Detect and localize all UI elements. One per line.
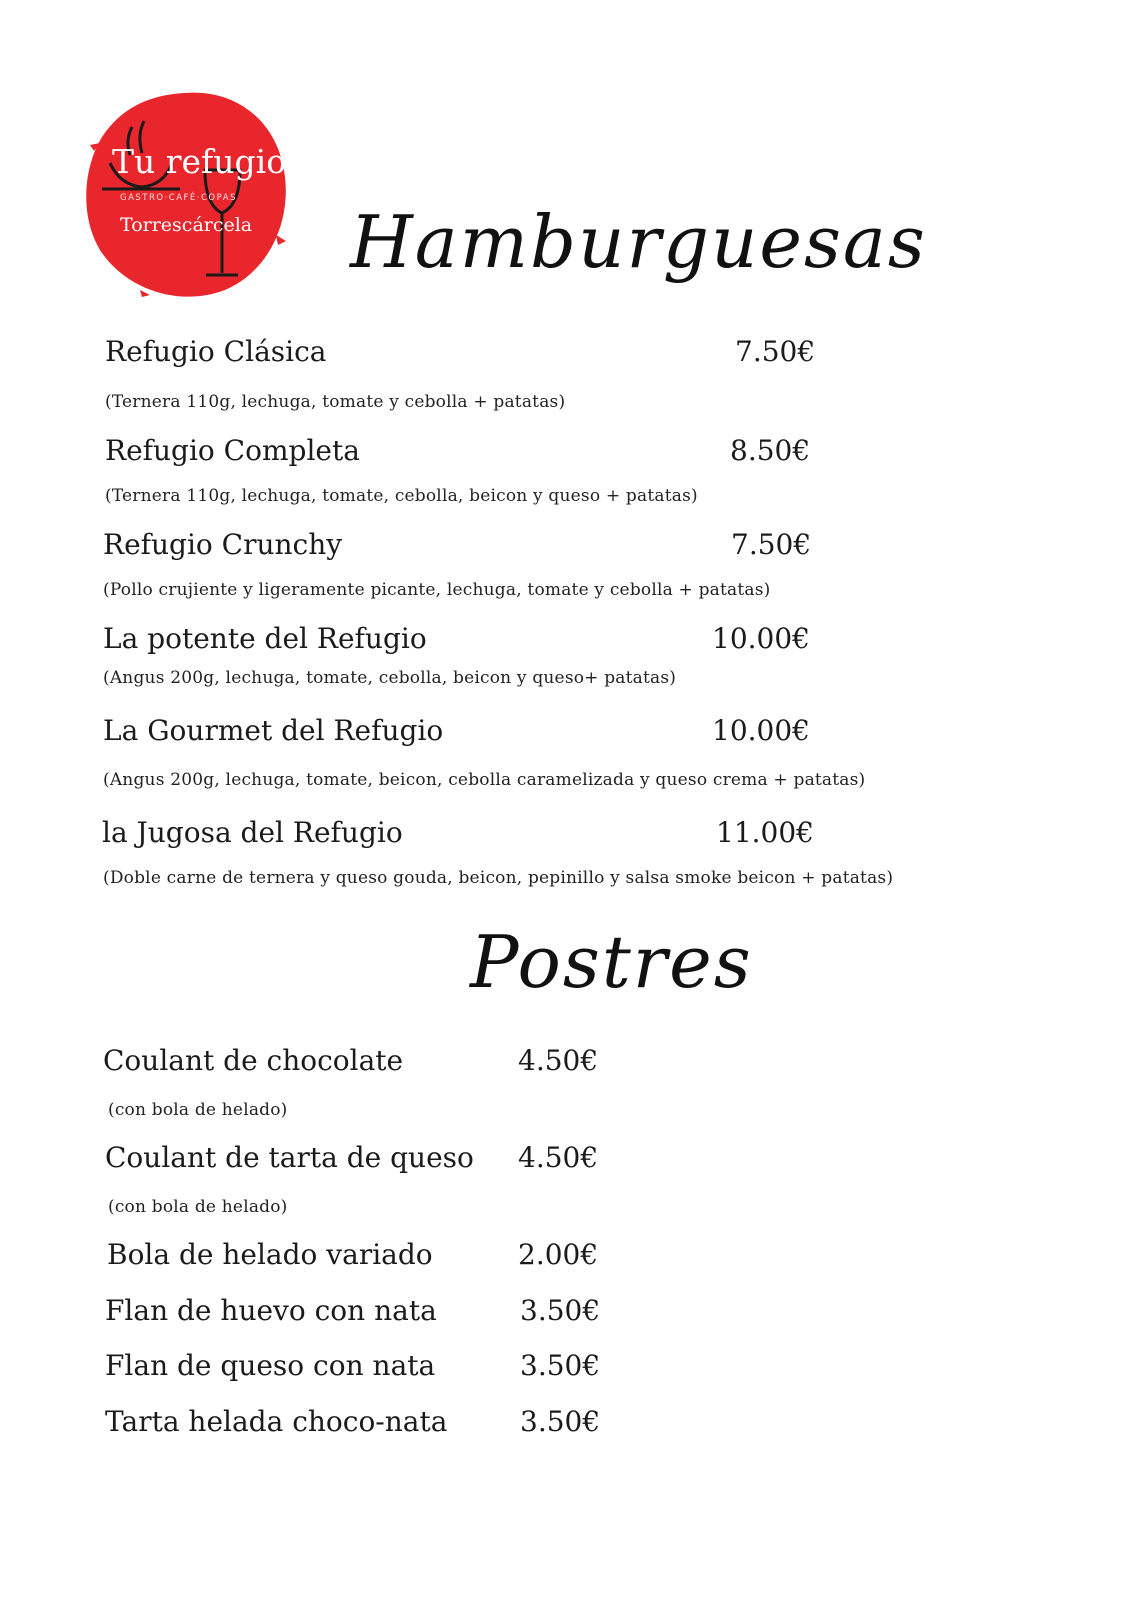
section-title-desserts: Postres — [470, 920, 753, 1004]
svg-text:Torrescárcela: Torrescárcela — [120, 214, 253, 236]
item-name: Refugio Completa — [105, 434, 360, 467]
item-description: (Angus 200g, lechuga, tomate, cebolla, beicon y queso+ patatas) — [103, 668, 677, 688]
item-description: (Ternera 110g, lechuga, tomate y cebolla + patatas) — [105, 392, 566, 412]
item-price: 4.50€ — [518, 1044, 599, 1077]
item-name: Bola de helado variado — [107, 1238, 433, 1271]
item-price: 2.00€ — [518, 1238, 599, 1271]
item-description: (Doble carne de ternera y queso gouda, beicon, pepinillo y salsa smoke beicon + patatas) — [103, 868, 894, 888]
item-description: (Angus 200g, lechuga, tomate, beicon, cebolla caramelizada y queso crema + patatas) — [103, 770, 866, 790]
item-name: Flan de queso con nata — [105, 1349, 436, 1382]
item-name: La Gourmet del Refugio — [103, 714, 444, 747]
item-description: (Ternera 110g, lechuga, tomate, cebolla, beicon y queso + patatas) — [105, 486, 698, 506]
item-price: 7.50€ — [735, 335, 816, 368]
item-price: 3.50€ — [520, 1405, 601, 1438]
item-price: 3.50€ — [520, 1294, 601, 1327]
item-price: 10.00€ — [712, 622, 810, 655]
item-name: Tarta helada choco-nata — [105, 1405, 448, 1438]
item-price: 3.50€ — [520, 1349, 601, 1382]
svg-text:Tu refugio: Tu refugio — [112, 142, 287, 181]
item-name: La potente del Refugio — [103, 622, 427, 655]
svg-text:GASTRO·CAFÉ·COPAS: GASTRO·CAFÉ·COPAS — [120, 193, 237, 203]
item-name: Flan de huevo con nata — [105, 1294, 437, 1327]
item-price: 10.00€ — [712, 714, 810, 747]
item-name: la Jugosa del Refugio — [102, 816, 403, 849]
item-name: Refugio Crunchy — [103, 528, 343, 561]
item-name: Refugio Clásica — [105, 335, 327, 368]
item-name: Coulant de chocolate — [103, 1044, 404, 1077]
item-price: 7.50€ — [731, 528, 812, 561]
restaurant-logo — [80, 85, 290, 300]
item-price: 8.50€ — [730, 434, 811, 467]
item-description: (con bola de helado) — [108, 1197, 288, 1217]
item-description: (con bola de helado) — [108, 1100, 288, 1120]
item-name: Coulant de tarta de queso — [105, 1141, 474, 1174]
section-title-burgers: Hamburguesas — [350, 200, 927, 284]
item-price: 4.50€ — [518, 1141, 599, 1174]
item-description: (Pollo crujiente y ligeramente picante, lechuga, tomate y cebolla + patatas) — [103, 580, 771, 600]
item-price: 11.00€ — [716, 816, 814, 849]
